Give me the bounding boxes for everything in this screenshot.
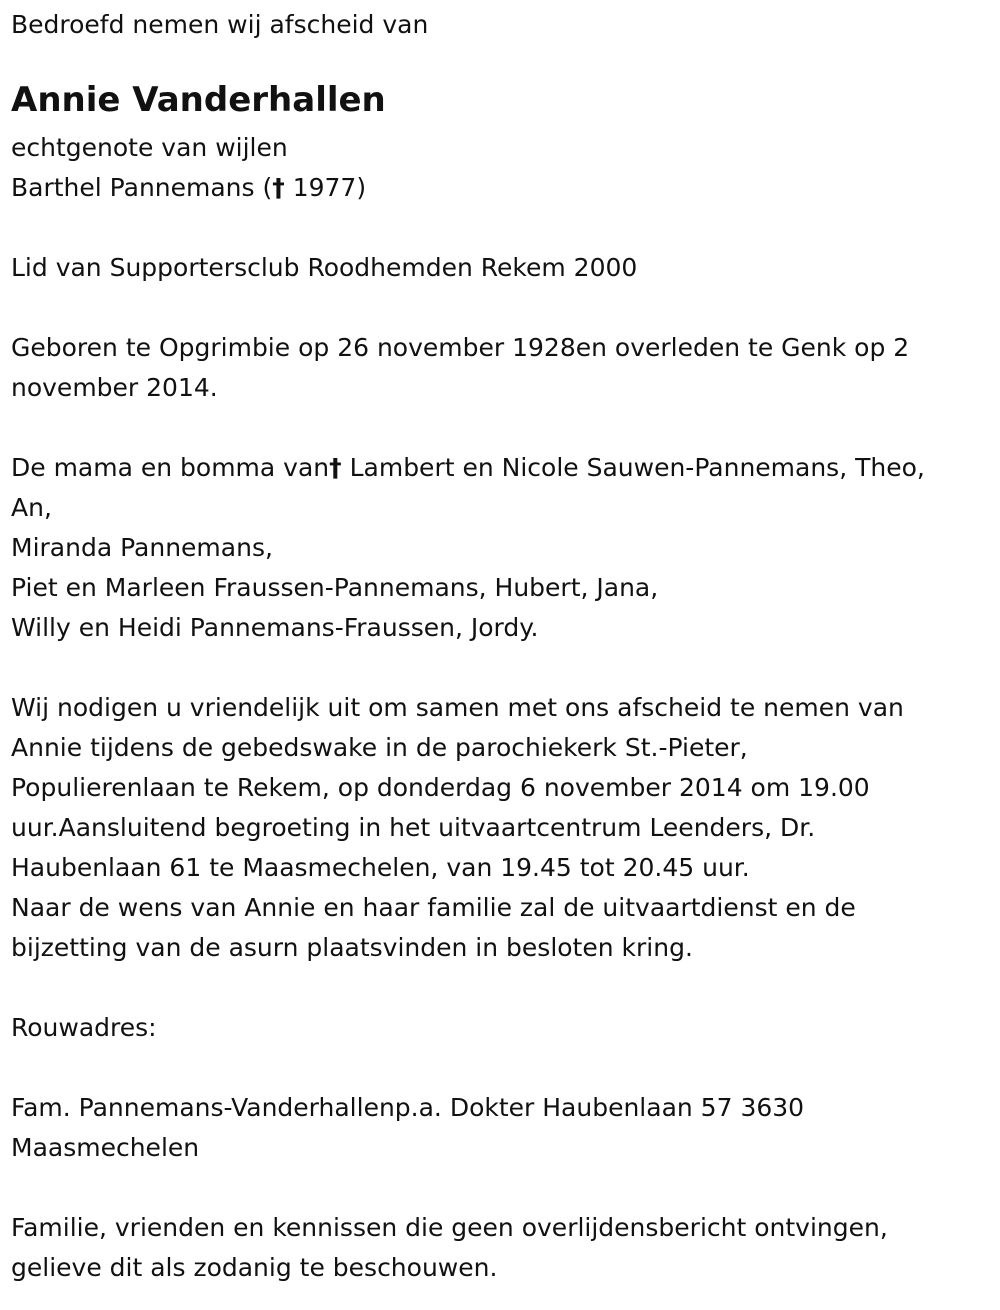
invitation-line: Naar de wens van Annie en haar familie zal de uitvaartdienst en de xyxy=(11,893,856,922)
address-line-2: Maasmechelen xyxy=(11,1133,200,1162)
family-names: Lambert en Nicole Sauwen-Pannemans, Theo, xyxy=(341,453,925,482)
invitation-line: bijzetting van de asurn plaatsvinden in besloten kring. xyxy=(11,933,693,962)
invitation-line: Populierenlaan te Rekem, op donderdag 6 november 2014 om 19.00 xyxy=(11,773,870,802)
family-line-3: Miranda Pannemans, xyxy=(11,533,273,562)
cross-icon: † xyxy=(272,173,285,202)
invitation-line: Annie tijdens de gebedswake in de parochiekerk St.-Pieter, xyxy=(11,733,748,762)
invitation-line: Wij nodigen u vriendelijk uit om samen met ons afscheid te nemen van xyxy=(11,693,904,722)
closing-line-2: gelieve dit als zodanig te beschouwen. xyxy=(11,1253,498,1282)
address-line-1: Fam. Pannemans-Vanderhallenp.a. Dokter Haubenlaan 57 3630 xyxy=(11,1093,805,1122)
intro-text: Bedroefd nemen wij afscheid van xyxy=(11,10,429,39)
family-line-5: Willy en Heidi Pannemans-Fraussen, Jordy. xyxy=(11,613,539,642)
spouse-line-1: echtgenote van wijlen xyxy=(11,133,288,162)
cross-icon: † xyxy=(329,453,342,482)
spouse-death-year: 1977) xyxy=(284,173,367,202)
invitation-line: Haubenlaan 61 te Maasmechelen, van 19.45 tot 20.45 uur. xyxy=(11,853,750,882)
family-intro: De mama en bomma van xyxy=(11,453,330,482)
spouse-name: Barthel Pannemans ( xyxy=(11,173,273,202)
membership-text: Lid van Supportersclub Roodhemden Rekem 2000 xyxy=(11,253,638,282)
invitation-line: uur.Aansluitend begroeting in het uitvaartcentrum Leenders, Dr. xyxy=(11,813,816,842)
closing-line-1: Familie, vrienden en kennissen die geen overlijdensbericht ontvingen, xyxy=(11,1213,888,1242)
deceased-name: Annie Vanderhallen xyxy=(11,80,386,120)
address-label: Rouwadres: xyxy=(11,1013,157,1042)
spouse-line-2 xyxy=(11,168,991,208)
family-line-1 xyxy=(11,448,991,488)
family-line-4: Piet en Marleen Fraussen-Pannemans, Hubert, Jana, xyxy=(11,573,659,602)
obituary-notice xyxy=(11,5,991,1288)
birth-death-line-1: Geboren te Opgrimbie op 26 november 1928en overleden te Genk op 2 xyxy=(11,333,910,362)
birth-death-line-2: november 2014. xyxy=(11,373,218,402)
family-line-2: An, xyxy=(11,493,52,522)
